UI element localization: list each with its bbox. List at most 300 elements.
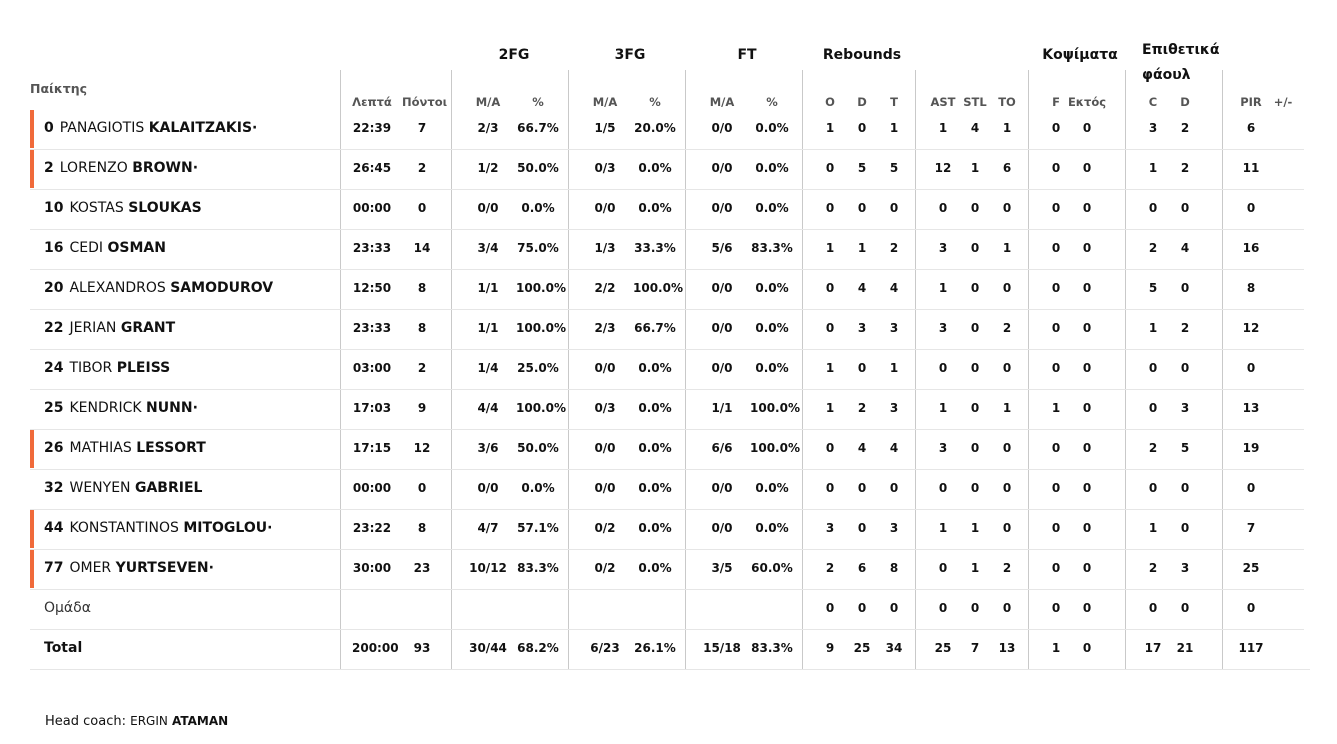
- stat-min: 00:00: [352, 481, 392, 495]
- stat-fd: 2: [1180, 161, 1190, 175]
- col-blk-ag: Εκτός: [1067, 95, 1107, 109]
- stat-ftp: 100.0%: [750, 401, 800, 415]
- stat-pir: 0: [1246, 481, 1256, 495]
- stat-ft: 0/0: [711, 201, 733, 215]
- stat-d: 1: [857, 241, 867, 255]
- stat-o: 0: [825, 201, 835, 215]
- stat-ft: 1/1: [711, 401, 733, 415]
- stat-to: 0: [1002, 601, 1012, 615]
- stat-fg2: 0/0: [477, 481, 499, 495]
- stat-t: 1: [889, 361, 899, 375]
- col-pts: Πόντοι: [402, 95, 448, 109]
- col-reb-d: D: [857, 95, 867, 109]
- stat-stl: 4: [970, 121, 980, 135]
- stat-ast: 0: [938, 561, 948, 575]
- player-number: 25: [44, 400, 64, 416]
- player-name[interactable]: [44, 160, 198, 176]
- stat-to: 0: [1002, 481, 1012, 495]
- stat-o: 0: [825, 281, 835, 295]
- stat-fd: 3: [1180, 561, 1190, 575]
- stat-fg2p: 83.3%: [517, 561, 559, 575]
- table-row: [30, 229, 1304, 270]
- player-name[interactable]: [44, 200, 202, 216]
- stat-ft: 0/0: [711, 161, 733, 175]
- player-number: 44: [44, 520, 64, 536]
- stat-fg3p: 0.0%: [638, 481, 672, 495]
- stat-fg2p: 100.0%: [516, 321, 566, 335]
- stat-d: 2: [857, 401, 867, 415]
- stat-stl: 0: [970, 281, 980, 295]
- stat-fg2: 30/44: [469, 641, 507, 655]
- stat-c: 0: [1148, 201, 1158, 215]
- stat-d: 5: [857, 161, 867, 175]
- table-row: [30, 549, 1304, 590]
- stat-ft: 15/18: [703, 641, 741, 655]
- player-name[interactable]: [44, 400, 198, 416]
- stat-ftp: 0.0%: [755, 321, 789, 335]
- stat-pir: 11: [1242, 161, 1260, 175]
- stat-fg3p: 26.1%: [634, 641, 676, 655]
- stat-pts: 8: [417, 281, 427, 295]
- stat-fg3p: 20.0%: [634, 121, 676, 135]
- col-fg2-ma: Μ/Α: [475, 95, 501, 109]
- stat-fg3p: 66.7%: [634, 321, 676, 335]
- stat-stl: 0: [970, 401, 980, 415]
- table-row: [30, 109, 1304, 150]
- table-row: [30, 349, 1304, 390]
- stat-ast: 1: [938, 121, 948, 135]
- stat-c: 1: [1148, 521, 1158, 535]
- stat-fg3: 0/0: [594, 201, 616, 215]
- stat-fg3: 0/0: [594, 481, 616, 495]
- stat-f: 0: [1051, 161, 1061, 175]
- header-ft: FT: [737, 47, 757, 63]
- player-number: 32: [44, 480, 64, 496]
- stat-pir: 8: [1246, 281, 1256, 295]
- stat-fg2: 4/4: [477, 401, 499, 415]
- stat-ag: 0: [1082, 281, 1092, 295]
- stat-o: 1: [825, 361, 835, 375]
- stat-fg3p: 0.0%: [638, 401, 672, 415]
- stat-ag: 0: [1082, 121, 1092, 135]
- stat-fg3: 0/2: [594, 521, 616, 535]
- stat-t: 0: [889, 481, 899, 495]
- stat-o: 3: [825, 521, 835, 535]
- stat-c: 0: [1148, 361, 1158, 375]
- stat-f: 0: [1051, 561, 1061, 575]
- stat-c: 0: [1148, 601, 1158, 615]
- player-last-name: SAMODUROV: [170, 280, 274, 296]
- stat-f: 0: [1051, 241, 1061, 255]
- stat-f: 0: [1051, 281, 1061, 295]
- stat-fg2: 2/3: [477, 121, 499, 135]
- stat-t: 8: [889, 561, 899, 575]
- stat-pts: 14: [413, 241, 431, 255]
- stat-t: 4: [889, 281, 899, 295]
- stat-t: 0: [889, 201, 899, 215]
- stat-f: 0: [1051, 121, 1061, 135]
- stat-pts: 12: [413, 441, 431, 455]
- col-ast: AST: [930, 95, 956, 109]
- stat-min: 23:22: [352, 521, 392, 535]
- player-last-name: KALAITZAKIS: [148, 120, 253, 136]
- player-name[interactable]: [44, 120, 257, 136]
- stat-fd: 0: [1180, 281, 1190, 295]
- stat-fg3: 0/0: [594, 361, 616, 375]
- stat-o: 0: [825, 161, 835, 175]
- stat-c: 2: [1148, 561, 1158, 575]
- player-number: 24: [44, 360, 64, 376]
- header-rebounds: Rebounds: [822, 47, 902, 63]
- stat-min: 12:50: [352, 281, 392, 295]
- col-to: TO: [998, 95, 1016, 109]
- stat-pts: 2: [417, 361, 427, 375]
- stat-pir: 12: [1242, 321, 1260, 335]
- stat-ag: 0: [1082, 561, 1092, 575]
- player-last-name: GRANT: [120, 320, 176, 336]
- stat-fg2p: 0.0%: [521, 481, 555, 495]
- player-last-name: GABRIEL: [134, 480, 203, 496]
- stat-pts: 23: [413, 561, 431, 575]
- stat-fg3p: 0.0%: [638, 441, 672, 455]
- stat-min: 00:00: [352, 201, 392, 215]
- stat-pts: 2: [417, 161, 427, 175]
- stat-fg2p: 100.0%: [516, 281, 566, 295]
- team-row: [30, 589, 1304, 630]
- stat-fd: 0: [1180, 201, 1190, 215]
- player-last-name: MITOGLOU: [183, 520, 268, 536]
- stat-pts: 93: [413, 641, 431, 655]
- player-first-name: WENYEN: [69, 480, 131, 496]
- stat-ft: 6/6: [711, 441, 733, 455]
- stat-fg3p: 0.0%: [638, 561, 672, 575]
- stat-fg3p: 0.0%: [638, 521, 672, 535]
- stat-stl: 7: [970, 641, 980, 655]
- player-last-name: LESSORT: [136, 440, 206, 456]
- stat-fg3p: 0.0%: [638, 201, 672, 215]
- player-first-name: PANAGIOTIS: [59, 120, 145, 136]
- stat-ag: 0: [1082, 481, 1092, 495]
- stat-f: 0: [1051, 441, 1061, 455]
- stat-ag: 0: [1082, 601, 1092, 615]
- stat-to: 0: [1002, 281, 1012, 295]
- player-first-name: ALEXANDROS: [69, 280, 166, 296]
- stat-f: 1: [1051, 401, 1061, 415]
- starter-indicator: [30, 150, 34, 188]
- player-suffix: ·: [267, 520, 273, 536]
- stat-fg2p: 57.1%: [517, 521, 559, 535]
- stat-ag: 0: [1082, 161, 1092, 175]
- stat-ftp: 0.0%: [755, 121, 789, 135]
- player-last-name: YURTSEVEN: [115, 560, 209, 576]
- player-name[interactable]: [44, 280, 273, 296]
- stat-stl: 0: [970, 241, 980, 255]
- stat-ast: 1: [938, 521, 948, 535]
- stat-fd: 2: [1180, 121, 1190, 135]
- stat-d: 6: [857, 561, 867, 575]
- stat-d: 0: [857, 121, 867, 135]
- stat-ftp: 0.0%: [755, 201, 789, 215]
- stat-fd: 21: [1176, 641, 1194, 655]
- stat-to: 2: [1002, 321, 1012, 335]
- player-number: 0: [44, 120, 54, 136]
- total-row: [30, 629, 1310, 670]
- stat-min: 23:33: [352, 321, 392, 335]
- player-first-name: LORENZO: [59, 160, 128, 176]
- table-row: [30, 389, 1304, 430]
- stat-d: 25: [853, 641, 871, 655]
- stat-fg2: 10/12: [469, 561, 507, 575]
- stat-c: 3: [1148, 121, 1158, 135]
- player-name[interactable]: [44, 320, 175, 336]
- stat-f: 0: [1051, 521, 1061, 535]
- stat-min: 23:33: [352, 241, 392, 255]
- player-first-name: KONSTANTINOS: [69, 520, 179, 536]
- stat-fg3: 2/2: [594, 281, 616, 295]
- col-fg2-pct: %: [532, 95, 544, 109]
- stat-ast: 1: [938, 401, 948, 415]
- player-number: 16: [44, 240, 64, 256]
- col-min: Λεπτά: [352, 95, 392, 109]
- player-number: 10: [44, 200, 64, 216]
- stat-ag: 0: [1082, 401, 1092, 415]
- stat-fg3: 0/0: [594, 441, 616, 455]
- stat-fd: 2: [1180, 321, 1190, 335]
- stat-fg2: 1/2: [477, 161, 499, 175]
- player-column-header: Παίκτης: [30, 81, 88, 96]
- header-fouls: [1142, 38, 1219, 88]
- stat-min: 200:00: [352, 641, 399, 655]
- stat-fg3: 0/3: [594, 161, 616, 175]
- player-name[interactable]: [44, 520, 272, 536]
- stat-d: 3: [857, 321, 867, 335]
- player-number: 26: [44, 440, 64, 456]
- stat-pir: 0: [1246, 361, 1256, 375]
- stat-fd: 0: [1180, 601, 1190, 615]
- player-first-name: CEDI: [69, 240, 104, 256]
- col-blk-f: F: [1052, 95, 1060, 109]
- header-fouls-line1: Επιθετικά: [1142, 42, 1220, 58]
- stat-pts: 8: [417, 521, 427, 535]
- player-name[interactable]: [44, 560, 214, 576]
- stat-ftp: 60.0%: [751, 561, 793, 575]
- col-foul-c: C: [1148, 95, 1158, 109]
- stat-pir: 7: [1246, 521, 1256, 535]
- col-fg3-pct: %: [649, 95, 661, 109]
- stat-ast: 3: [938, 321, 948, 335]
- stat-fd: 0: [1180, 481, 1190, 495]
- starter-indicator: [30, 430, 34, 468]
- table-row: [30, 189, 1304, 230]
- stat-fg3: 1/5: [594, 121, 616, 135]
- table-row: [30, 509, 1304, 550]
- player-name[interactable]: [44, 440, 206, 456]
- total-label: Total: [44, 640, 83, 656]
- stat-c: 1: [1148, 321, 1158, 335]
- stat-f: 0: [1051, 361, 1061, 375]
- player-last-name: SLOUKAS: [128, 200, 202, 216]
- stat-to: 1: [1002, 241, 1012, 255]
- stat-to: 2: [1002, 561, 1012, 575]
- stat-o: 1: [825, 401, 835, 415]
- col-ft-pct: %: [766, 95, 778, 109]
- player-suffix: ·: [208, 560, 214, 576]
- stat-f: 0: [1051, 481, 1061, 495]
- stat-ft: 0/0: [711, 281, 733, 295]
- stat-fg2: 4/7: [477, 521, 499, 535]
- stat-c: 1: [1148, 161, 1158, 175]
- stat-ag: 0: [1082, 241, 1092, 255]
- stat-ag: 0: [1082, 441, 1092, 455]
- team-label: Ομάδα: [44, 600, 91, 616]
- player-number: 2: [44, 160, 54, 176]
- stat-ast: 0: [938, 201, 948, 215]
- table-row: [30, 149, 1304, 190]
- stat-t: 5: [889, 161, 899, 175]
- stat-fg2p: 50.0%: [517, 441, 559, 455]
- player-first-name: KOSTAS: [69, 200, 124, 216]
- player-first-name: MATHIAS: [69, 440, 132, 456]
- stat-ast: 3: [938, 441, 948, 455]
- stat-fg2: 1/4: [477, 361, 499, 375]
- stat-pir: 25: [1242, 561, 1260, 575]
- stat-ag: 0: [1082, 361, 1092, 375]
- header-blocks: Κοψίματα: [1042, 47, 1118, 63]
- stat-fg2p: 25.0%: [517, 361, 559, 375]
- stat-fg2p: 66.7%: [517, 121, 559, 135]
- stat-fg2p: 75.0%: [517, 241, 559, 255]
- stat-stl: 0: [970, 321, 980, 335]
- col-reb-o: O: [825, 95, 835, 109]
- stat-ft: 0/0: [711, 361, 733, 375]
- stat-fg2: 3/4: [477, 241, 499, 255]
- player-suffix: ·: [252, 120, 258, 136]
- head-coach: [45, 714, 228, 729]
- stat-ft: 5/6: [711, 241, 733, 255]
- stat-pir: 117: [1238, 641, 1264, 655]
- stat-fg3: 0/2: [594, 561, 616, 575]
- stat-f: 0: [1051, 601, 1061, 615]
- stat-ast: 25: [934, 641, 952, 655]
- col-fg3-ma: Μ/Α: [592, 95, 618, 109]
- stat-fg3p: 100.0%: [633, 281, 683, 295]
- stat-o: 0: [825, 441, 835, 455]
- stat-fg3: 2/3: [594, 321, 616, 335]
- table-row: [30, 269, 1304, 310]
- stat-fd: 0: [1180, 361, 1190, 375]
- stat-o: 9: [825, 641, 835, 655]
- stat-t: 0: [889, 601, 899, 615]
- stat-min: 30:00: [352, 561, 392, 575]
- stat-c: 0: [1148, 401, 1158, 415]
- stat-f: 0: [1051, 201, 1061, 215]
- stat-to: 6: [1002, 161, 1012, 175]
- stat-fg2: 1/1: [477, 321, 499, 335]
- table-row: [30, 309, 1304, 350]
- stat-o: 0: [825, 321, 835, 335]
- stat-t: 3: [889, 521, 899, 535]
- stat-fg3p: 33.3%: [634, 241, 676, 255]
- stat-stl: 1: [970, 561, 980, 575]
- stat-min: 17:03: [352, 401, 392, 415]
- stat-ftp: 100.0%: [750, 441, 800, 455]
- player-suffix: ·: [192, 160, 199, 176]
- stat-ftp: 0.0%: [755, 521, 789, 535]
- col-stl: STL: [963, 95, 987, 109]
- player-last-name: OSMAN: [107, 240, 166, 256]
- stat-fg3p: 0.0%: [638, 161, 672, 175]
- stat-o: 0: [825, 601, 835, 615]
- stat-stl: 0: [970, 601, 980, 615]
- stat-stl: 1: [970, 161, 980, 175]
- stat-fg3: 6/23: [590, 641, 620, 655]
- stat-ast: 0: [938, 481, 948, 495]
- stat-t: 34: [885, 641, 903, 655]
- col-reb-t: T: [890, 95, 898, 109]
- player-last-name: BROWN: [132, 160, 193, 176]
- header-3fg: 3FG: [614, 47, 646, 63]
- stat-fg2p: 100.0%: [516, 401, 566, 415]
- stat-ag: 0: [1082, 521, 1092, 535]
- stat-c: 2: [1148, 241, 1158, 255]
- stat-min: 17:15: [352, 441, 392, 455]
- stat-ftp: 83.3%: [751, 641, 793, 655]
- table-row: [30, 469, 1304, 510]
- stat-ftp: 0.0%: [755, 281, 789, 295]
- stat-ft: 0/0: [711, 481, 733, 495]
- stat-pir: 19: [1242, 441, 1260, 455]
- stat-ft: 0/0: [711, 521, 733, 535]
- stat-t: 4: [889, 441, 899, 455]
- stat-stl: 0: [970, 201, 980, 215]
- stat-f: 0: [1051, 321, 1061, 335]
- player-suffix: ·: [192, 400, 198, 416]
- player-name[interactable]: [44, 240, 166, 256]
- stat-ftp: 83.3%: [751, 241, 793, 255]
- stat-fd: 4: [1180, 241, 1190, 255]
- table-row: [30, 429, 1304, 470]
- stat-o: 2: [825, 561, 835, 575]
- player-number: 22: [44, 320, 64, 336]
- stat-f: 1: [1051, 641, 1061, 655]
- header-2fg: 2FG: [498, 47, 530, 63]
- stat-min: 26:45: [352, 161, 392, 175]
- stat-stl: 0: [970, 361, 980, 375]
- stat-d: 0: [857, 521, 867, 535]
- stat-ft: 0/0: [711, 121, 733, 135]
- player-number: 77: [44, 560, 64, 576]
- stat-ag: 0: [1082, 321, 1092, 335]
- stat-fg2p: 50.0%: [517, 161, 559, 175]
- stat-fd: 3: [1180, 401, 1190, 415]
- player-name[interactable]: [44, 480, 202, 496]
- starter-indicator: [30, 510, 34, 548]
- head-coach-label: Head coach:: [45, 714, 126, 729]
- player-first-name: TIBOR: [69, 360, 113, 376]
- stat-o: 0: [825, 481, 835, 495]
- header-fouls-line2: φάουλ: [1142, 67, 1191, 83]
- stat-ftp: 0.0%: [755, 361, 789, 375]
- player-name[interactable]: [44, 360, 170, 376]
- stat-fg3p: 0.0%: [638, 361, 672, 375]
- player-first-name: OMER: [69, 560, 112, 576]
- stat-ftp: 0.0%: [755, 161, 789, 175]
- stat-ag: 0: [1082, 201, 1092, 215]
- stat-pts: 8: [417, 321, 427, 335]
- stat-ast: 0: [938, 601, 948, 615]
- stat-ast: 0: [938, 361, 948, 375]
- player-first-name: KENDRICK: [69, 400, 142, 416]
